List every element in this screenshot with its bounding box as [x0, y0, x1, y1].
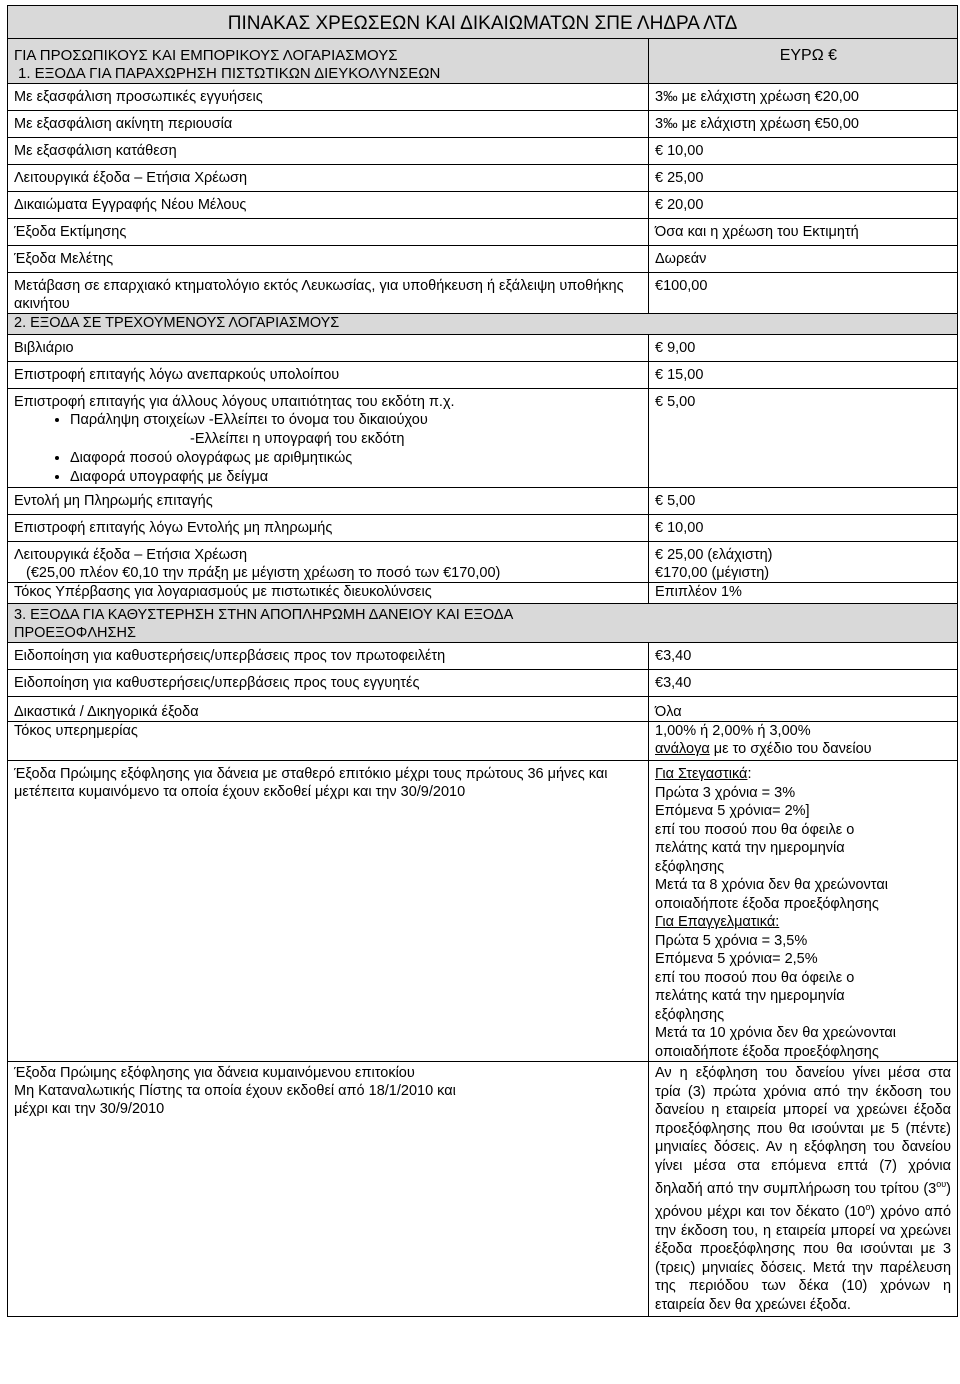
reasons-label: Επιστροφή επιταγής για άλλους λόγους υπαιτιότητας του εκδότη π.χ. — [14, 394, 455, 410]
business-line: Πρώτα 5 χρόνια = 3,5% — [655, 932, 808, 949]
bullet-continuation: -Ελλείπει η υπογραφή του εκδότη — [190, 431, 405, 447]
business-line: Μετά τα 10 χρόνια δεν θα χρεώνονται — [655, 1025, 896, 1041]
bullet-text: Διαφορά ποσού ολογράφως με αριθμητικώς — [70, 450, 353, 466]
annual-fee-label-cell — [8, 542, 649, 583]
list-item — [70, 468, 642, 487]
default-interest-note-underlined: ανάλογα — [655, 741, 710, 757]
default-interest-value-cell — [649, 722, 958, 761]
early-fixed-value-cell — [649, 761, 958, 1062]
row-label: Λειτουργικά έξοδα – Ετήσια Χρέωση — [8, 165, 649, 192]
annual-fee-label: Λειτουργικά έξοδα – Ετήσια Χρέωση — [14, 547, 248, 563]
subtitle: ΓΙΑ ΠΡΟΣΩΠΙΚΟΥΣ ΚΑΙ ΕΜΠΟΡΙΚΟΥΣ ΛΟΓΑΡΙΑΣΜΟΥΣ — [14, 47, 398, 64]
row-value: € 9,00 — [649, 335, 958, 362]
row-value: € 25,00 — [649, 165, 958, 192]
list-item — [70, 411, 642, 430]
housing-line: εξόφλησης — [655, 858, 725, 875]
row-label: Επιστροφή επιταγής λόγω ανεπαρκούς υπολοίπου — [8, 362, 649, 389]
reasons-cell — [8, 389, 649, 488]
housing-line: οποιαδήποτε έξοδα προεξόφλησης — [655, 895, 879, 912]
row-value: €3,40 — [649, 670, 958, 697]
reasons-list — [14, 411, 642, 430]
housing-line: Πρώτα 3 χρόνια = 3% — [655, 784, 796, 801]
reasons-list-2 — [14, 449, 642, 487]
housing-line: Επόμενα 5 χρόνια= 2%] — [655, 803, 810, 819]
business-title: Για Επαγγελματικά: — [655, 914, 780, 930]
row-value: Επιπλέον 1% — [649, 583, 958, 604]
row-value: €100,00 — [649, 273, 958, 314]
document-title — [8, 6, 958, 39]
annual-fee-value-cell — [649, 542, 958, 583]
section3-heading: 3. ΕΞΟΔΑ ΓΙΑ ΚΑΘΥΣΤΕΡΗΣΗ ΣΤΗΝ ΑΠΟΠΛΗΡΩΜΗ ΔΑΝΕΙΟΥ ΚΑΙ ΕΞΟΔΑ ΠΡΟΕΞΟΦΛΗΣΗΣ — [14, 607, 513, 641]
row-label: Δικαιώματα Εγγραφής Νέου Μέλους — [8, 192, 649, 219]
early-variable-value-cell — [649, 1062, 958, 1317]
section2-heading: 2. ΕΞΟΔΑ ΣΕ ΤΡΕΧΟΥΜΕΝΟΥΣ ΛΟΓΑΡΙΑΣΜΟΥΣ — [8, 314, 958, 335]
housing-line: Μετά τα 8 χρόνια δεν θα χρεώνονται — [655, 877, 888, 893]
housing-line: πελάτης κατά την ημερομηνία — [655, 840, 845, 856]
early-fixed-label-cell — [8, 761, 649, 1062]
business-line: επί του ποσού που θα όφειλε ο — [655, 969, 855, 986]
annual-fee-min: € 25,00 (ελάχιστη) — [655, 547, 773, 563]
row-label: Τόκος Υπέρβασης για λογαριασμούς με πιστωτικές διευκολύνσεις — [8, 583, 649, 604]
row-value: € 20,00 — [649, 192, 958, 219]
early-variable-text-c: ) χρόνο από την έκδοση του, η εταιρεία μπορεί να χρεώνει έξοδα προεξόφλησης που θα ισούνται με 3 (τρεις) μηνιαίες δόσεις. Μετά την παρέλευση της περιόδου των δέκα (10) χρόνων η εταιρεία δεν θα χρεώνει έξοδα. — [655, 1204, 952, 1313]
row-label: Έξοδα Μελέτης — [8, 246, 649, 273]
row-value: 3‰ με ελάχιστη χρέωση €20,00 — [649, 84, 958, 111]
currency-label: ΕΥΡΩ € — [779, 47, 838, 64]
row-label: Μετάβαση σε επαρχιακό κτηματολόγιο εκτός Λευκωσίας, για υποθήκευση ή εξάλειψη υποθήκης ακινήτου — [8, 273, 649, 314]
fee-schedule-document — [7, 5, 957, 1317]
annual-fee-detail: (€25,00 πλέον €0,10 την πράξη με μέγιστη χρέωση το ποσό των €170,00) — [26, 565, 501, 581]
currency-cell — [649, 39, 958, 84]
early-variable-label-cell — [8, 1062, 649, 1317]
early-fixed-label: Έξοδα Πρώιμης εξόφλησης για δάνεια με σταθερό επιτόκιο μέχρι τους πρώτους 36 μήνες και μετέπειτα κυμαινόμενο τα οποία έχουν εκδοθεί μέχρι και την 30/9/2010 — [14, 766, 608, 800]
early-variable-text-b: ) χρόνου μέχρι και τον δέκατο (10 — [655, 1180, 952, 1221]
default-interest-rates: 1,00% ή 2,00% ή 3,00% — [655, 723, 811, 739]
row-label: Επιστροφή επιταγής λόγω Εντολής μη πληρωμής — [8, 515, 649, 542]
row-value: Όλα — [649, 697, 958, 722]
housing-colon: : — [747, 766, 752, 782]
row-label: Δικαστικά / Δικηγορικά έξοδα — [8, 697, 649, 722]
business-line: Επόμενα 5 χρόνια= 2,5% — [655, 951, 818, 967]
row-value: Δωρεάν — [649, 246, 958, 273]
row-label: Ειδοποίηση για καθυστερήσεις/υπερβάσεις προς τον πρωτοφειλέτη — [8, 643, 649, 670]
ordinal-superscript: ο — [865, 1202, 871, 1213]
section3-heading-cell — [8, 604, 958, 643]
row-label: Τόκος υπερημερίας — [8, 722, 649, 761]
default-interest-note: με το σχέδιο του δανείου — [709, 741, 872, 757]
ordinal-superscript: ου — [936, 1179, 947, 1189]
row-label: Έξοδα Εκτίμησης — [8, 219, 649, 246]
bullet-text: Παράληψη στοιχείων -Ελλείπει το όνομα του δικαιούχου — [70, 412, 428, 428]
row-label: Με εξασφάλιση κατάθεση — [8, 138, 649, 165]
document-title-text: ΠΙΝΑΚΑΣ ΧΡΕΩΣΕΩΝ ΚΑΙ ΔΙΚΑΙΩΜΑΤΩΝ ΣΠΕ ΛΗΔΡΑ ΛΤΔ — [227, 13, 738, 34]
list-item — [70, 449, 642, 468]
business-line: οποιαδήποτε έξοδα προεξόφλησης — [655, 1043, 879, 1060]
business-line: εξόφλησης — [655, 1006, 725, 1023]
bullet-text: Διαφορά υπογραφής με δείγμα — [70, 469, 269, 485]
early-variable-label-3: μέχρι και την 30/9/2010 — [14, 1101, 165, 1117]
row-value: € 5,00 — [649, 389, 958, 488]
housing-line: επί του ποσού που θα όφειλε ο — [655, 821, 855, 838]
row-label: Με εξασφάλιση ακίνητη περιουσία — [8, 111, 649, 138]
row-label: Με εξασφάλιση προσωπικές εγγυήσεις — [8, 84, 649, 111]
row-value: 3‰ με ελάχιστη χρέωση €50,00 — [649, 111, 958, 138]
row-value: €3,40 — [649, 643, 958, 670]
fee-table — [7, 5, 958, 1317]
row-value: € 10,00 — [649, 515, 958, 542]
row-value: € 10,00 — [649, 138, 958, 165]
row-value: € 5,00 — [649, 488, 958, 515]
subtitle-cell — [8, 39, 649, 84]
row-label: Εντολή μη Πληρωμής επιταγής — [8, 488, 649, 515]
early-variable-label-1: Έξοδα Πρώιμης εξόφλησης για δάνεια κυμαινόμενου επιτοκίου — [14, 1065, 415, 1081]
early-variable-label-2: Μη Καταναλωτικής Πίστης τα οποία έχουν εκδοθεί από 18/1/2010 και — [14, 1083, 456, 1099]
row-label: Ειδοποίηση για καθυστερήσεις/υπερβάσεις προς τους εγγυητές — [8, 670, 649, 697]
annual-fee-max: €170,00 (μέγιστη) — [655, 565, 770, 581]
row-value: Όσα και η χρέωση του Εκτιμητή — [649, 219, 958, 246]
early-variable-text-a: Αν η εξόφληση του δανείου γίνει μέσα στα τρία (3) πρώτα χρόνια από την έκδοση του δανείου η εταιρεία μπορεί να χρεώνει έξοδα προεξόφλησης που θα ισούνται με 5 (πέντε) μηνιαίες δόσεις. Αν η εξόφληση του δανείου γίνει μέσα στα επόμενα επτά (7) χρόνια δηλαδή από την συμπλήρωση του τρίτου (3 — [655, 1065, 952, 1197]
row-label: Βιβλιάριο — [8, 335, 649, 362]
row-value: € 15,00 — [649, 362, 958, 389]
section1-heading: 1. ΕΞΟΔΑ ΓΙΑ ΠΑΡΑΧΩΡΗΣΗ ΠΙΣΤΩΤΙΚΩΝ ΔΙΕΥΚΟΛΥΝΣΕΩΝ — [18, 65, 441, 82]
housing-title: Για Στεγαστικά — [655, 766, 748, 782]
business-line: πελάτης κατά την ημερομηνία — [655, 988, 845, 1004]
